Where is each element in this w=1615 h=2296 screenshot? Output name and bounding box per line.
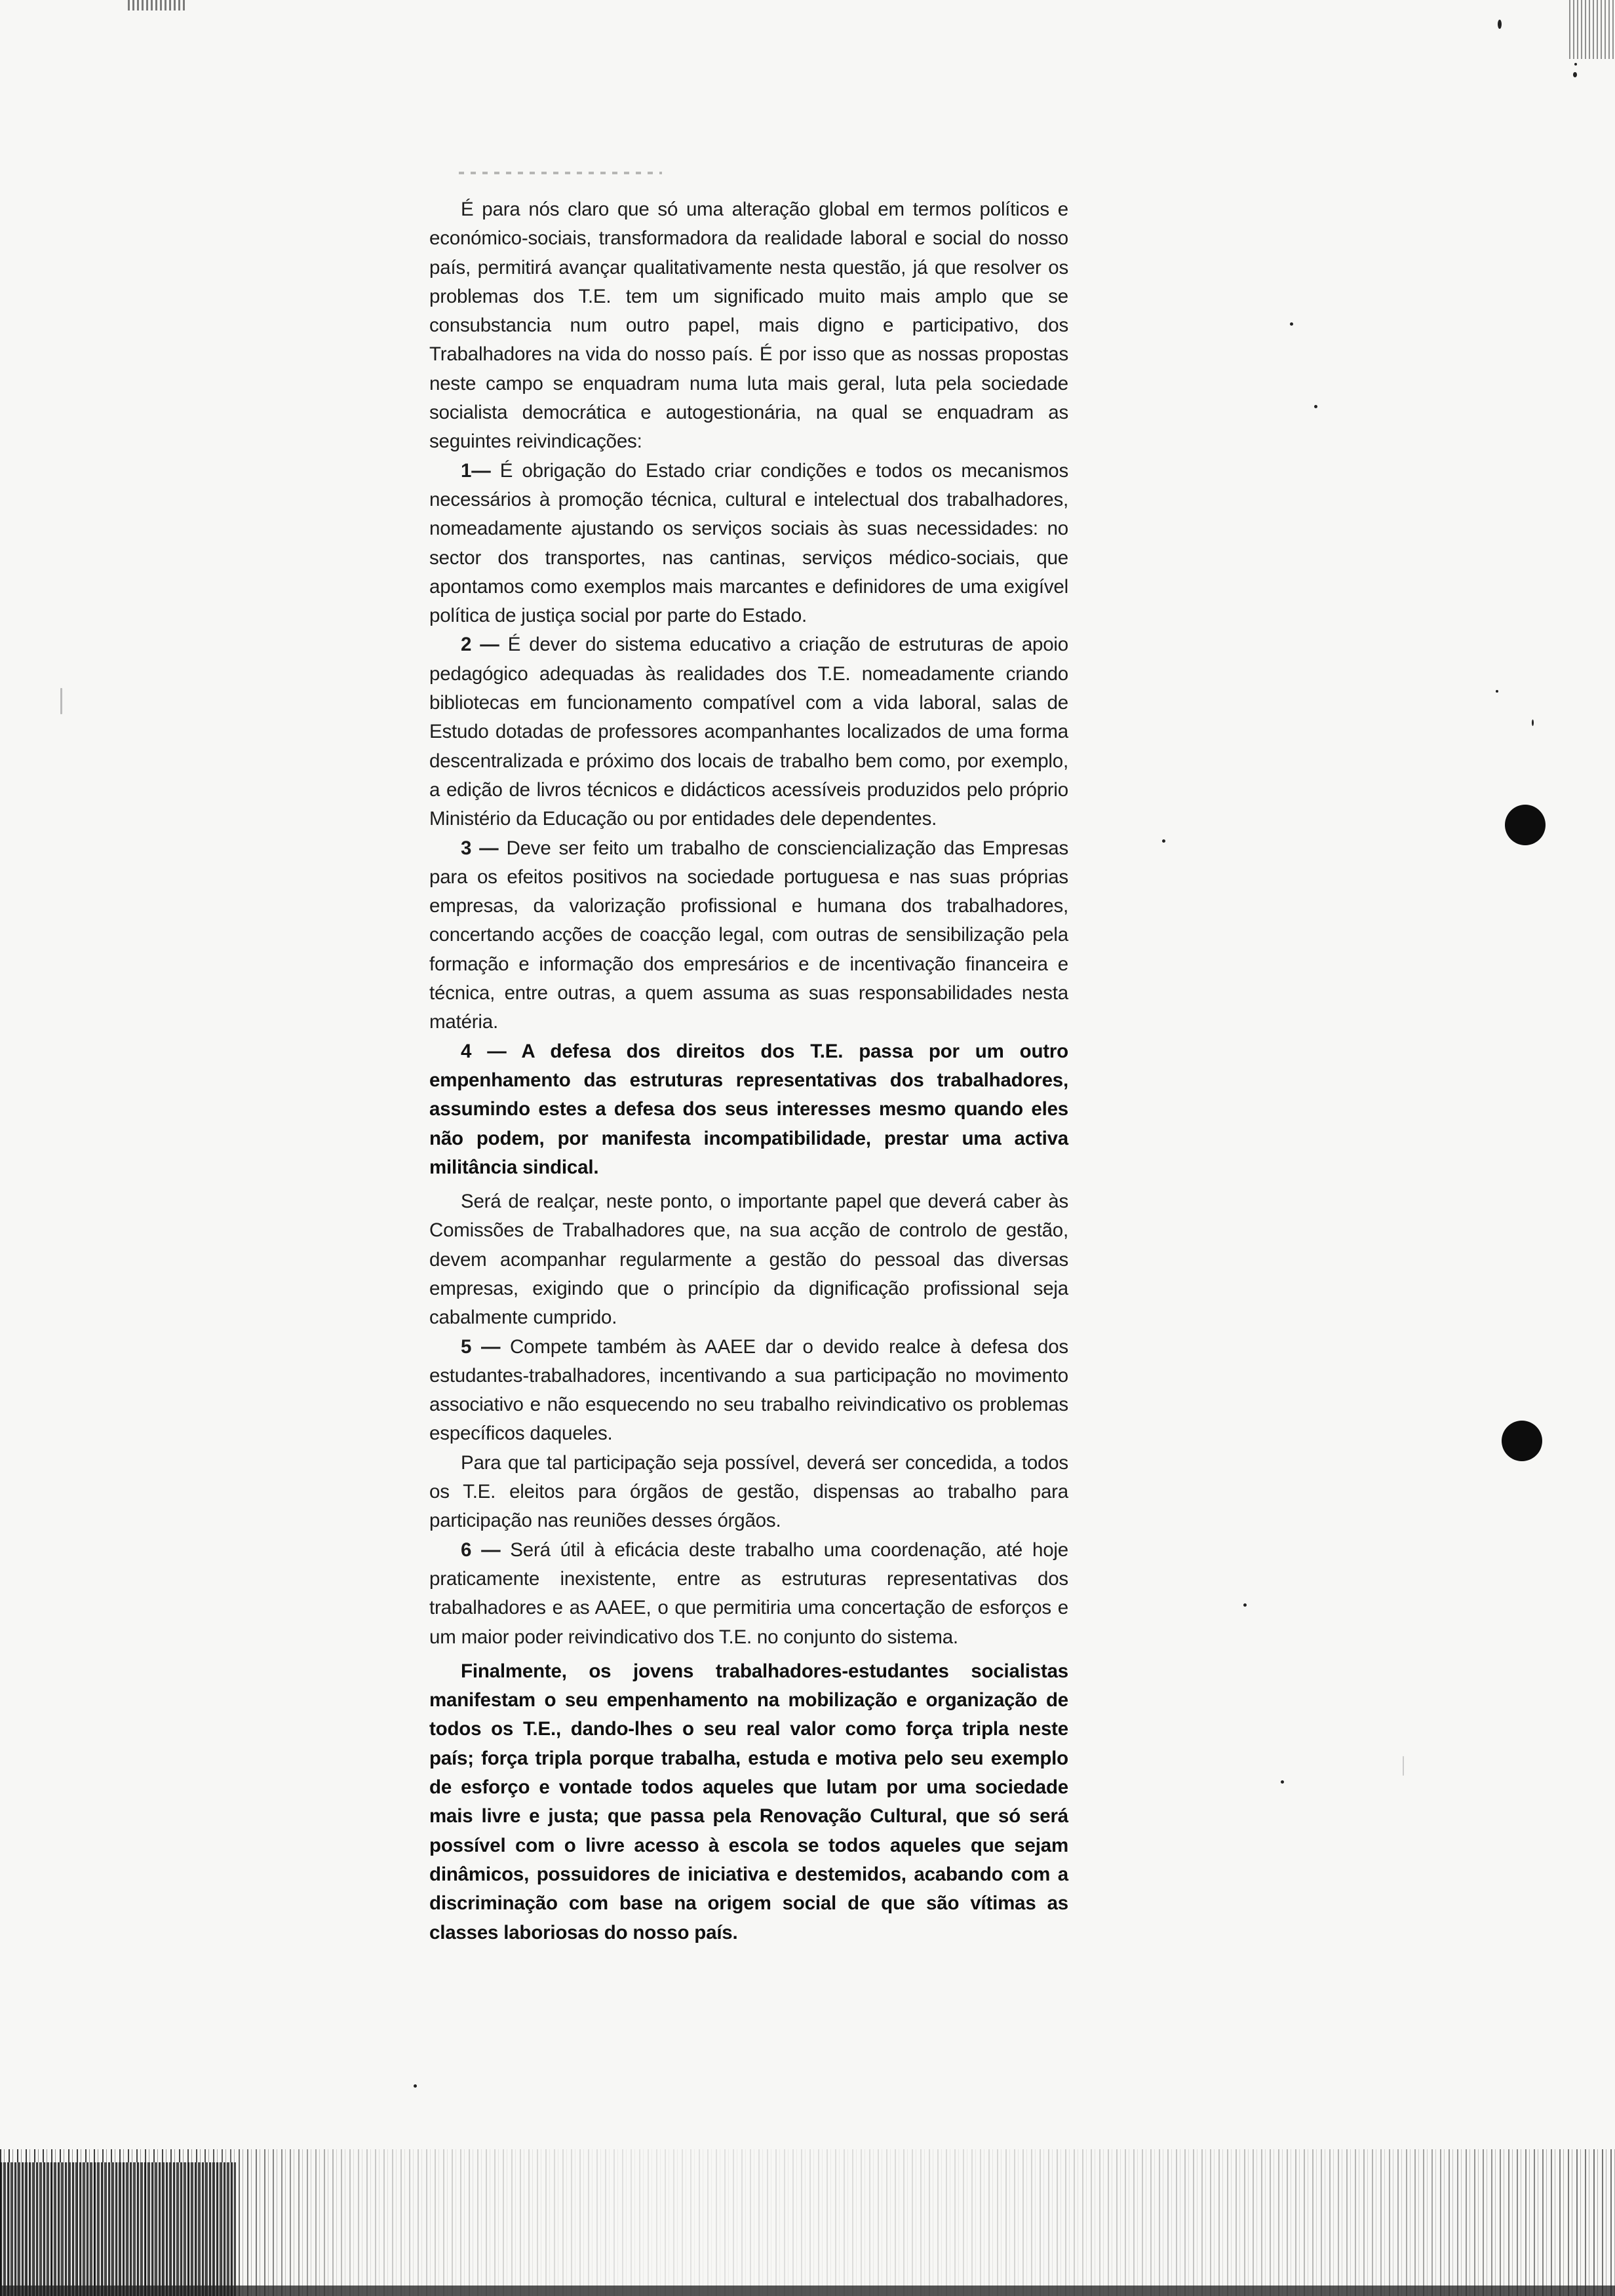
dust-speck [1573, 72, 1577, 77]
item-number: 5 — [461, 1335, 501, 1358]
dust-speck [1498, 20, 1502, 29]
scan-artifact-top-left [128, 0, 187, 10]
dust-speck [1496, 690, 1498, 693]
paragraph-text: Deve ser feito um trabalho de consciencialização das Empresas para os efeitos positivos na sociedade portuguesa e nas suas próprias empresas, da valorização profissional e humana dos trabalhadores, concertando acções de coacção legal, com outras de sensibilização pela formação e informação dos empresários e de incentivação financeira e técnica, entre outras, a quem assuma as suas responsabilidades nesta matéria. [429, 837, 1068, 1033]
paragraph-text: A defesa dos direitos dos T.E. passa por um outro empenhamento das estruturas representativas dos trabalhadores, assumindo estes a defesa dos seus interesses mesmo quando eles não podem, por manifesta incompatibilidade, prestar uma activa militância sindical. [429, 1040, 1068, 1178]
paragraph-text: Será útil à eficácia deste trabalho uma coordenação, até hoje praticamente inexistente, entre as estruturas representativas dos trabalhadores e as AAEE, o que permitiria uma concertação de esforços e um maior poder reivindicativo dos T.E. no conjunto do sistema. [429, 1539, 1068, 1648]
paragraph-item-4b [429, 1187, 1068, 1332]
dust-speck [1162, 839, 1165, 843]
paragraph-item-4 [429, 1037, 1068, 1182]
paragraph-text: Para que tal participação seja possível, deverá ser concedida, a todos os T.E. eleitos para órgãos de gestão, dispensas ao trabalho para participação nas reuniões desses órgãos. [429, 1451, 1068, 1532]
dust-speck [1574, 63, 1577, 66]
paragraph-item-6 [429, 1536, 1068, 1652]
dust-speck [1281, 1780, 1284, 1784]
document-body [429, 195, 1068, 1947]
dust-speck [1290, 322, 1293, 326]
dust-speck [1314, 405, 1317, 408]
paragraph-item-5b [429, 1449, 1068, 1536]
punch-hole-upper [1505, 805, 1546, 845]
paragraph-item-3 [429, 834, 1068, 1037]
item-number: 1— [461, 459, 491, 482]
paragraph-item-5 [429, 1333, 1068, 1449]
item-number: 4 — [461, 1040, 507, 1062]
scan-artifact-bottom [0, 2149, 1615, 2296]
dust-speck [60, 688, 62, 714]
scan-artifact-bottom-edge [0, 2286, 1615, 2296]
dust-speck [414, 2084, 417, 2088]
paragraph-text: Compete também às AAEE dar o devido realce à defesa dos estudantes-trabalhadores, incentivando a sua participação no movimento associativo e não esquecendo no seu trabalho reivindicativo os problemas específicos daqueles. [429, 1335, 1068, 1445]
paragraph-text: É para nós claro que só uma alteração global em termos políticos e económico-sociais, transformadora da realidade laboral e social do nosso país, permitirá avançar qualitativamente nesta questão, já que resolver os problemas dos T.E. tem um significado muito mais amplo que se consubstancia num outro papel, mais digno e participativo, dos Trabalhadores na vida do nosso país. É por isso que as nossas propostas neste campo se enquadram numa luta mais geral, luta pela sociedade socialista democrática e autogestionária, na qual se enquadram as seguintes reivindicações: [429, 199, 1068, 453]
paragraph-closing [429, 1657, 1068, 1947]
paragraph-item-1 [429, 457, 1068, 631]
punch-hole-lower [1502, 1421, 1542, 1461]
dust-speck [1243, 1603, 1247, 1607]
item-number: 2 — [461, 634, 499, 656]
faint-header-mark [459, 172, 662, 174]
paragraph-intro [429, 195, 1068, 457]
dust-speck [1403, 1756, 1404, 1776]
paragraph-text: É obrigação do Estado criar condições e todos os mecanismos necessários à promoção técnica, cultural e intelectual dos trabalhadores, nomeadamente ajustando os serviços sociais às suas necessidades: no sector dos transportes, nas cantinas, serviços médico-sociais, que apontamos como exemplos mais marcantes e definidores de uma exigível política de justiça social por parte do Estado. [429, 459, 1068, 627]
paragraph-text: Finalmente, os jovens trabalhadores-estudantes socialistas manifestam o seu empenhamento na mobilização e organização de todos os T.E., dando-lhes o seu real valor como força tripla neste país; força tripla porque trabalha, estuda e motiva pelo seu exemplo de esforço e vontade todos aqueles que lutam por uma sociedade mais livre e justa; que passa pela Renovação Cultural, que só será possível com o livre acesso à escola se todos aqueles que sejam dinâmicos, possuidores de iniciativa e destemidos, acabando com a discriminação com base na origem social de que são vítimas as classes laboriosas do nosso país. [429, 1660, 1068, 1943]
scan-artifact-top-right [1569, 0, 1615, 59]
item-number: 3 — [461, 837, 499, 859]
scan-artifact-bottom-left [0, 2162, 236, 2296]
paragraph-item-2 [429, 630, 1068, 833]
dust-speck [1532, 719, 1534, 726]
paragraph-text: Será de realçar, neste ponto, o importante papel que deverá caber às Comissões de Trabalhadores que, na sua acção de controlo de gestão, devem acompanhar regularmente a gestão do pessoal das diversas empresas, exigindo que o princípio da dignificação profissional seja cabalmente cumprido. [429, 1191, 1068, 1329]
paragraph-text: É dever do sistema educativo a criação de estruturas de apoio pedagógico adequadas às realidades dos T.E. nomeadamente criando bibliotecas em funcionamento compatível com a vida laboral, salas de Estudo dotadas de professores acompanhantes localizados de uma forma descentralizada e próximo dos locais de trabalho bem como, por exemplo, a edição de livros técnicos e didácticos acessíveis produzidos pelo próprio Ministério da Educação ou por entidades dele dependentes. [429, 634, 1068, 830]
item-number: 6 — [461, 1539, 501, 1561]
